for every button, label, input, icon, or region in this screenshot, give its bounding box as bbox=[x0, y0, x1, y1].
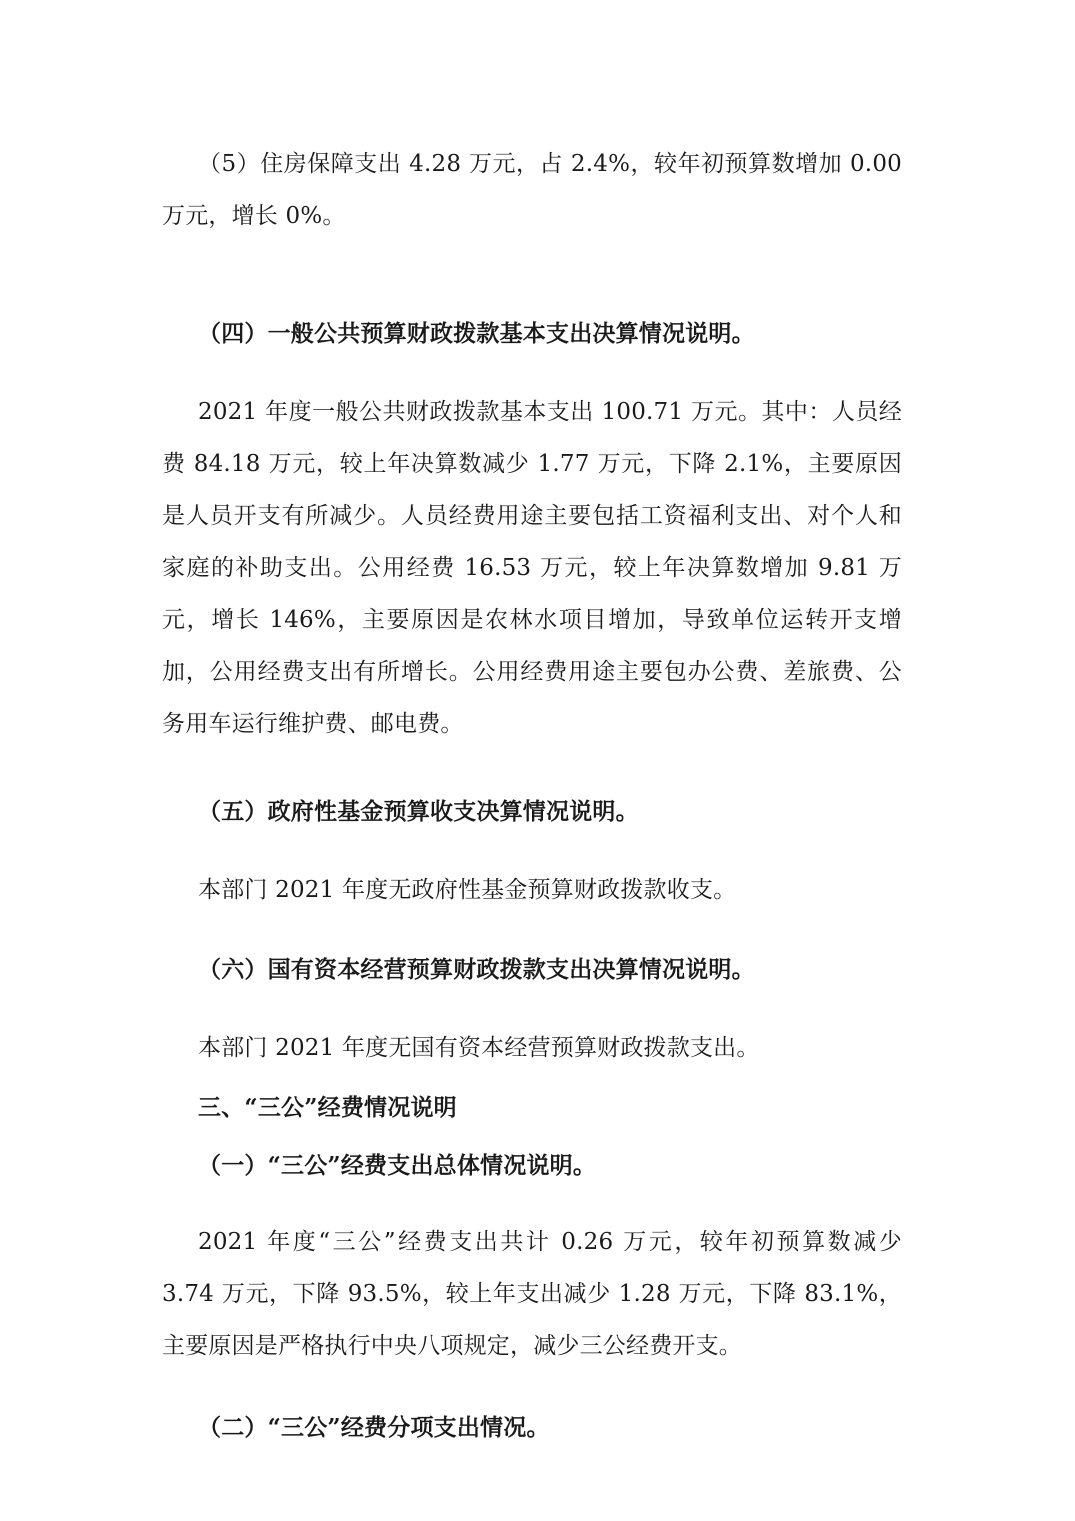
paragraph-housing-expenditure: （5）住房保障支出 4.28 万元，占 2.4%，较年初预算数增加 0.00 万元，增长 0%。 bbox=[162, 151, 902, 229]
paragraph-government-fund: 本部门 2021 年度无政府性基金预算财政拨款收支。 bbox=[198, 877, 737, 903]
heading-government-fund: （五）政府性基金预算收支决算情况说明。 bbox=[198, 798, 639, 825]
heading-basic-expenditure: （四）一般公共预算财政拨款基本支出决算情况说明。 bbox=[198, 320, 755, 347]
paragraph-state-capital: 本部门 2021 年度无国有资本经营预算财政拨款支出。 bbox=[198, 1035, 760, 1061]
heading-state-capital: （六）国有资本经营预算财政拨款支出决算情况说明。 bbox=[198, 956, 755, 983]
heading-three-public-itemized: （二）“三公”经费分项支出情况。 bbox=[198, 1414, 550, 1441]
heading-three-public-overall: （一）“三公”经费支出总体情况说明。 bbox=[198, 1152, 597, 1179]
paragraph-three-public-overall: 2021 年度“三公”经费支出共计 0.26 万元，较年初预算数减少 3.74 万元，下降 93.5%，较上年支出减少 1.28 万元，下降 83.1%，主要原因是严格执行中央八项规定，减少三公经费开支。 bbox=[162, 1229, 902, 1359]
heading-three-public-expenses: 三、“三公”经费情况说明 bbox=[198, 1094, 457, 1121]
paragraph-basic-expenditure: 2021 年度一般公共财政拨款基本支出 100.71 万元。其中：人员经费 84.18 万元，较上年决算数减少 1.77 万元，下降 2.1%，主要原因是人员开支有所减少。人员经费用途主要包括工资福利支出、对个人和家庭的补助支出。公用经费 16.53 万元，较上年决算数增加 9.81 万元，增长 146%，主要原因是农林水项目增加，导致单位运转开支增加，公用经费支出有所增长。公用经费用途主要包办公费、差旅费、公务用车运行维护费、邮电费。 bbox=[162, 399, 902, 737]
